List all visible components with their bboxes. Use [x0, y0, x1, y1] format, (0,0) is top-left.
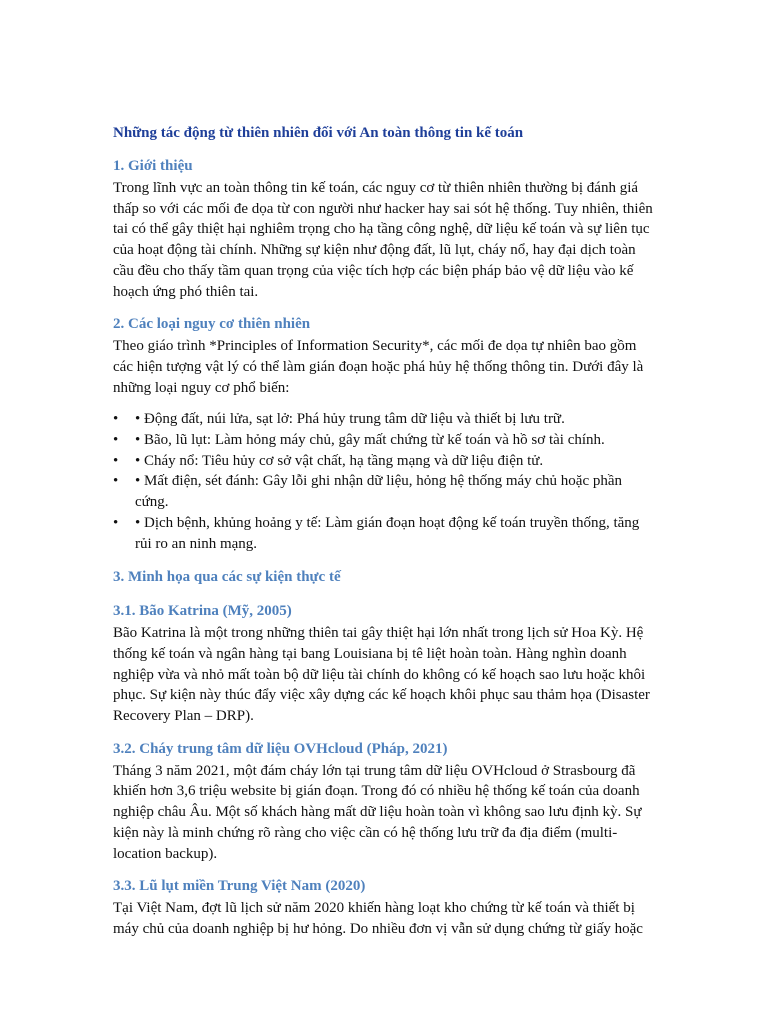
- document-title: Những tác động từ thiên nhiên đối với An toàn thông tin kế toán: [113, 125, 524, 141]
- list-item: [113, 513, 658, 554]
- list-item: [113, 471, 658, 512]
- ovh-paragraph: Tháng 3 năm 2021, một đám cháy lớn tại trung tâm dữ liệu OVHcloud ở Strasbourg đã khiến hơn 3,6 triệu website bị gián đoạn. Trong đó có nhiều hệ thống kế toán của doanh nghiệp châu Âu. Một số khách hàng mất dữ liệu hoàn toàn vì không sao lưu định kỳ. Sự kiện này là minh chứng rõ ràng cho việc cần có hệ thống lưu trữ đa địa điểm (multi-location backup).: [113, 762, 642, 862]
- document-page: [113, 122, 658, 951]
- bullet-icon: •: [113, 411, 119, 428]
- list-item: [113, 451, 658, 472]
- intro-paragraph: Trong lĩnh vực an toàn thông tin kế toán, các nguy cơ từ thiên nhiên thường bị đánh giá thấp so với các mối đe dọa từ con người như hacker hay sai sót hệ thống. Tuy nhiên, thiên tai có thể gây thiệt hại nghiêm trọng cho hạ tầng công nghệ, dữ liệu kế toán và sự liên tục của hoạt động tài chính. Những sự kiện như động đất, lũ lụt, cháy nổ, hay đại dịch toàn cầu đều cho thấy tầm quan trọng của việc tích hợp các biện pháp bảo vệ dữ liệu vào kế hoạch ứng phó thiên tai.: [113, 180, 653, 300]
- bullet-icon: •: [113, 473, 119, 490]
- section-heading-intro: 1. Giới thiệu: [113, 158, 193, 174]
- section-heading-risks: 2. Các loại nguy cơ thiên nhiên: [113, 316, 311, 333]
- bullet-icon: •: [113, 452, 119, 469]
- risk-list: [113, 409, 658, 554]
- list-item-text: • Dịch bệnh, khủng hoảng y tế: Làm gián đoạn hoạt động kế toán truyền thống, tăng rủi ro an ninh mạng.: [135, 514, 640, 552]
- list-item: [113, 430, 658, 451]
- list-item-text: • Bão, lũ lụt: Làm hỏng máy chủ, gây mất chứng từ kế toán và hồ sơ tài chính.: [135, 432, 605, 449]
- list-item-text: • Mất điện, sét đánh: Gây lỗi ghi nhận dữ liệu, hỏng hệ thống máy chủ hoặc phần cứng.: [135, 473, 623, 511]
- subsection-heading-ovh: 3.2. Cháy trung tâm dữ liệu OVHcloud (Pháp, 2021): [113, 740, 448, 757]
- list-item-text: • Động đất, núi lửa, sạt lở: Phá hủy trung tâm dữ liệu và thiết bị lưu trữ.: [135, 411, 565, 428]
- list-item-text: • Cháy nổ: Tiêu hủy cơ sở vật chất, hạ tầng mạng và dữ liệu điện tử.: [135, 452, 544, 469]
- katrina-paragraph: Bão Katrina là một trong những thiên tai gây thiệt hại lớn nhất trong lịch sử Hoa Kỳ. Hệ thống kế toán và ngân hàng tại bang Louisiana bị tê liệt hoàn toàn. Hàng nghìn doanh nghiệp vừa và nhỏ mất toàn bộ dữ liệu tài chính do không có kế hoạch sao lưu hoặc khôi phục. Sự kiện này thúc đẩy việc xây dựng các kế hoạch khôi phục sau thảm họa (Disaster Recovery Plan – DRP).: [113, 625, 650, 725]
- subsection-heading-katrina: 3.1. Bão Katrina (Mỹ, 2005): [113, 603, 292, 620]
- list-item: [113, 409, 658, 430]
- bullet-icon: •: [113, 432, 119, 449]
- risks-paragraph: Theo giáo trình *Principles of Information Security*, các mối đe dọa tự nhiên bao gồm các hiện tượng vật lý có thể làm gián đoạn hoặc phá hủy hệ thống thông tin. Dưới đây là những loại nguy cơ phổ biến:: [113, 338, 644, 396]
- subsection-heading-vietnam: 3.3. Lũ lụt miền Trung Việt Nam (2020): [113, 878, 366, 895]
- section-heading-cases: 3. Minh họa qua các sự kiện thực tế: [113, 569, 341, 586]
- bullet-icon: •: [113, 514, 119, 531]
- vietnam-paragraph: Tại Việt Nam, đợt lũ lịch sử năm 2020 khiến hàng loạt kho chứng từ kế toán và thiết bị máy chủ của doanh nghiệp bị hư hỏng. Do nhiều đơn vị vẫn sử dụng chứng từ giấy hoặc: [113, 900, 643, 937]
